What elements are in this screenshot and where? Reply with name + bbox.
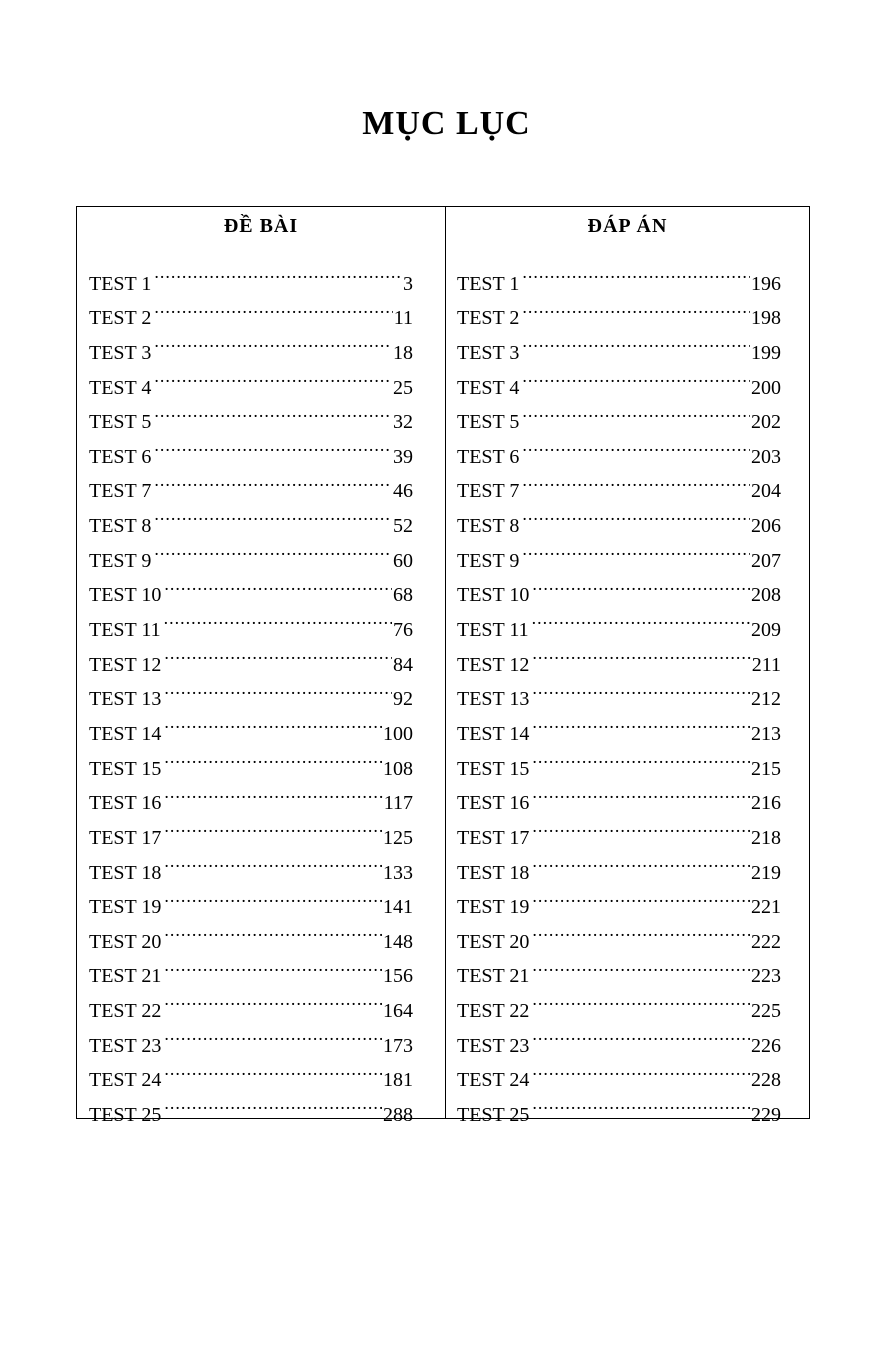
dot-leader: [164, 844, 382, 879]
toc-entry-page-number: 206: [751, 515, 781, 538]
dot-leader: [154, 394, 392, 429]
toc-entry-page-number: 32: [393, 411, 413, 434]
toc-entry-page-number: 229: [751, 1104, 781, 1127]
toc-entry-page-number: 199: [751, 341, 781, 364]
toc-entry-page-number: 181: [383, 1069, 413, 1092]
dot-leader: [164, 705, 382, 740]
dot-leader: [522, 290, 750, 325]
dot-leader: [532, 982, 750, 1017]
toc-entry-page-number: 141: [383, 896, 413, 919]
dot-leader: [522, 532, 750, 567]
toc-entry-page-number: 60: [393, 549, 413, 572]
toc-entry-page-number: 18: [393, 341, 413, 364]
toc-entry-page-number: 52: [393, 515, 413, 538]
dot-leader: [532, 913, 750, 948]
toc-entry-page-number: 84: [393, 653, 413, 676]
dot-leader: [522, 428, 750, 463]
toc-entry-label: TEST 23: [89, 1034, 162, 1057]
toc-entry-page-number: 225: [751, 1000, 781, 1023]
toc-entry-label: TEST 3: [457, 341, 520, 364]
toc-entry-page-number: 164: [383, 1000, 413, 1023]
toc-entry-page-number: 204: [751, 480, 781, 503]
toc-entry-label: TEST 13: [89, 688, 162, 711]
column-header-dap-an: ĐÁP ÁN: [587, 215, 668, 237]
toc-entry-label: TEST 15: [89, 757, 162, 780]
dot-leader: [164, 948, 382, 983]
toc-entry-page-number: 219: [751, 861, 781, 884]
dot-leader: [532, 567, 750, 602]
dot-leader: [154, 290, 392, 325]
toc-entry-page-number: 215: [751, 757, 781, 780]
toc-entry-label: TEST 20: [457, 930, 530, 953]
dot-leader: [154, 463, 392, 498]
dot-leader: [532, 705, 750, 740]
toc-entry-page-number: 68: [393, 584, 413, 607]
toc-entry-label: TEST 17: [457, 826, 530, 849]
toc-entry-page-number: 46: [393, 480, 413, 503]
dot-leader: [164, 1086, 382, 1121]
dot-leader: [522, 324, 750, 359]
toc-entry-page-number: 203: [751, 445, 781, 468]
dot-leader: [164, 879, 382, 914]
toc-entry-label: TEST 16: [89, 792, 162, 815]
toc-entry-page-number: 207: [751, 549, 781, 572]
toc-entry-label: TEST 5: [89, 411, 152, 434]
toc-entry-label: TEST 13: [457, 688, 530, 711]
toc-entry-label: TEST 22: [89, 1000, 162, 1023]
dot-leader: [532, 844, 750, 879]
toc-entry-label: TEST 14: [457, 722, 530, 745]
toc-entry-label: TEST 8: [457, 515, 520, 538]
dot-leader: [164, 1017, 382, 1052]
dot-leader: [532, 879, 750, 914]
toc-entry-label: TEST 20: [89, 930, 162, 953]
toc-entry: [89, 255, 413, 295]
dot-leader: [532, 601, 750, 636]
toc-entry-page-number: 148: [383, 930, 413, 953]
dot-leader: [164, 740, 382, 775]
toc-entry-page-number: 117: [383, 792, 413, 815]
toc-entry-label: TEST 22: [457, 1000, 530, 1023]
dot-leader: [522, 255, 750, 290]
dot-leader: [532, 671, 750, 706]
toc-entry-label: TEST 8: [89, 515, 152, 538]
toc-entry-page-number: 218: [751, 826, 781, 849]
toc-entry-label: TEST 23: [457, 1034, 530, 1057]
dot-leader: [154, 324, 392, 359]
toc-entry-label: TEST 10: [457, 584, 530, 607]
toc-entry-label: TEST 19: [89, 896, 162, 919]
toc-entry-label: TEST 6: [89, 445, 152, 468]
dot-leader: [154, 428, 392, 463]
column-header-de-bai: ĐỀ BÀI: [223, 215, 299, 237]
dot-leader: [532, 775, 750, 810]
dot-leader: [532, 740, 750, 775]
toc-entry-label: TEST 11: [89, 619, 161, 642]
toc-entry-label: TEST 9: [457, 549, 520, 572]
toc-entry-label: TEST 12: [89, 653, 162, 676]
entry-list-dap-an: [457, 255, 781, 1127]
entry-list-de-bai: [89, 255, 413, 1127]
toc-entry-page-number: 208: [751, 584, 781, 607]
dot-leader: [532, 809, 750, 844]
toc-entry-page-number: 223: [751, 965, 781, 988]
toc-entry-page-number: 125: [383, 826, 413, 849]
toc-entry-page-number: 209: [751, 619, 781, 642]
toc-entry-page-number: 76: [393, 619, 413, 642]
toc-entry-label: TEST 7: [457, 480, 520, 503]
toc-entry-page-number: 202: [751, 411, 781, 434]
toc-column-dap-an: [446, 207, 809, 1127]
toc-entry-page-number: 3: [403, 272, 413, 295]
toc-entry-label: TEST 3: [89, 341, 152, 364]
toc-entry-page-number: 92: [393, 688, 413, 711]
dot-leader: [532, 948, 750, 983]
dot-leader: [164, 809, 382, 844]
toc-entry-label: TEST 25: [457, 1104, 530, 1127]
toc-entry-label: TEST 11: [457, 619, 529, 642]
toc-entry-page-number: 200: [751, 376, 781, 399]
dot-leader: [164, 913, 382, 948]
toc-entry-label: TEST 14: [89, 722, 162, 745]
toc-entry-label: TEST 1: [457, 272, 520, 295]
toc-entry-label: TEST 25: [89, 1104, 162, 1127]
toc-entry-page-number: 100: [383, 722, 413, 745]
toc-entry-label: TEST 2: [457, 307, 520, 330]
dot-leader: [532, 1052, 750, 1087]
toc-entry-page-number: 222: [751, 930, 781, 953]
dot-leader: [164, 601, 392, 636]
toc-entry-label: TEST 17: [89, 826, 162, 849]
toc-entry-page-number: 25: [393, 376, 413, 399]
toc-entry-label: TEST 24: [89, 1069, 162, 1092]
dot-leader: [154, 359, 392, 394]
dot-leader: [522, 497, 750, 532]
toc-entry-label: TEST 21: [89, 965, 162, 988]
page-title: MỤC LỤC: [362, 105, 531, 142]
toc-entry-label: TEST 12: [457, 653, 530, 676]
toc-entry-label: TEST 24: [457, 1069, 530, 1092]
dot-leader: [164, 775, 382, 810]
dot-leader: [154, 532, 392, 567]
toc-entry-label: TEST 21: [457, 965, 530, 988]
toc-entry-page-number: 288: [383, 1104, 413, 1127]
dot-leader: [532, 1017, 750, 1052]
dot-leader: [164, 1052, 382, 1087]
toc-entry-label: TEST 15: [457, 757, 530, 780]
toc-entry-page-number: 173: [383, 1034, 413, 1057]
toc-entry: [457, 255, 781, 295]
toc-entry-label: TEST 4: [89, 376, 152, 399]
toc-entry-page-number: 226: [751, 1034, 781, 1057]
dot-leader: [522, 463, 750, 498]
toc-entry-page-number: 216: [751, 792, 781, 815]
dot-leader: [532, 636, 750, 671]
toc-entry-page-number: 213: [751, 722, 781, 745]
toc-entry-label: TEST 16: [457, 792, 530, 815]
dot-leader: [154, 255, 402, 290]
toc-entry-page-number: 221: [751, 896, 781, 919]
toc-entry-page-number: 39: [393, 445, 413, 468]
toc-entry-page-number: 156: [383, 965, 413, 988]
toc-entry-page-number: 196: [751, 272, 781, 295]
toc-entry-label: TEST 6: [457, 445, 520, 468]
toc-entry-page-number: 133: [383, 861, 413, 884]
toc-entry-label: TEST 18: [89, 861, 162, 884]
dot-leader: [164, 982, 382, 1017]
toc-column-de-bai: [77, 207, 446, 1127]
toc-entry-label: TEST 4: [457, 376, 520, 399]
toc-entry-label: TEST 9: [89, 549, 152, 572]
toc-entry-label: TEST 2: [89, 307, 152, 330]
toc-table: [76, 206, 810, 1127]
dot-leader: [164, 567, 392, 602]
toc-entry-label: TEST 5: [457, 411, 520, 434]
toc-entry-page-number: 211: [751, 653, 781, 676]
toc-entry-label: TEST 18: [457, 861, 530, 884]
toc-entry-page-number: 228: [751, 1069, 781, 1092]
toc-entry-label: TEST 10: [89, 584, 162, 607]
toc-entry-page-number: 108: [383, 757, 413, 780]
dot-leader: [532, 1086, 750, 1121]
dot-leader: [522, 359, 750, 394]
dot-leader: [522, 394, 750, 429]
toc-entry-label: TEST 7: [89, 480, 152, 503]
toc-entry-label: TEST 19: [457, 896, 530, 919]
dot-leader: [164, 671, 392, 706]
toc-entry-label: TEST 1: [89, 272, 152, 295]
dot-leader: [154, 497, 392, 532]
toc-entry-page-number: 212: [751, 688, 781, 711]
dot-leader: [164, 636, 392, 671]
toc-entry-page-number: 11: [393, 307, 413, 330]
toc-entry-page-number: 198: [751, 307, 781, 330]
